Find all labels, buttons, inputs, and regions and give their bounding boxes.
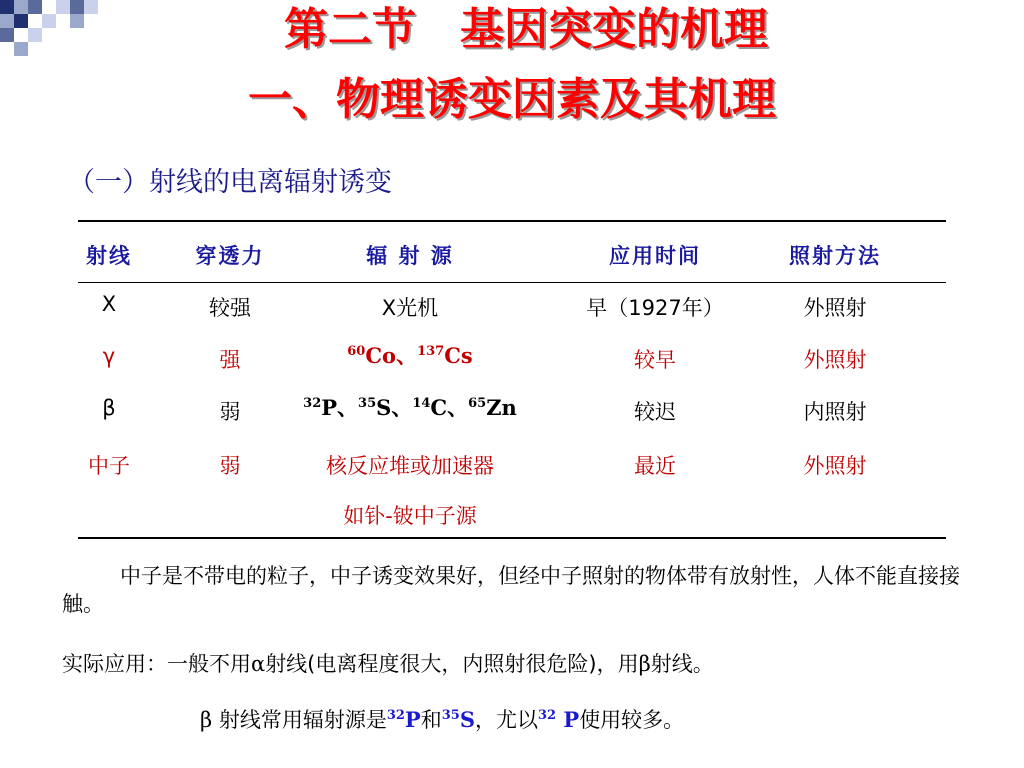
row-x-source: X光机	[381, 296, 439, 320]
row-neutron-ray: 中子	[88, 454, 130, 478]
slide-subtitle: 一、物理诱变因素及其机理	[248, 74, 776, 125]
section-heading: （一）射线的电离辐射诱变	[68, 167, 392, 198]
header-time: 应用时间	[609, 244, 701, 268]
row-gamma-penetration: 强	[219, 348, 241, 372]
row-gamma-time: 较早	[634, 348, 676, 372]
note-application: 实际应用：一般不用α射线(电离程度很大，内照射很危险)，用β射线。	[62, 652, 714, 676]
row-x-penetration: 较强	[209, 296, 251, 320]
row-beta-penetration: 弱	[219, 400, 241, 424]
header-penetration: 穿透力	[195, 244, 265, 268]
row-x-time: 早（1927年）	[586, 296, 724, 320]
row-neutron-penetration: 弱	[219, 454, 241, 478]
row-neutron-source-example: 如钋-铍中子源	[343, 504, 477, 528]
note-beta-sources: β 射线常用辐射源是$^{32}$P和$^{35}$S，尤以$^{32}$ P使用较多。	[200, 707, 685, 732]
row-x-ray: X	[101, 292, 117, 316]
header-method: 照射方法	[789, 244, 881, 268]
row-gamma-method: 外照射	[803, 348, 867, 372]
row-neutron-source: 核反应堆或加速器	[326, 454, 494, 478]
table-header-rule	[78, 282, 946, 283]
row-neutron-method: 外照射	[803, 454, 867, 478]
table-top-rule	[78, 220, 946, 222]
row-neutron-time: 最近	[634, 454, 676, 478]
table-bottom-rule	[78, 537, 946, 539]
note-neutron: 中子是不带电的粒子，中子诱变效果好，但经中子照射的物体带有放射性，人体不能直接接触。	[62, 564, 960, 616]
row-gamma-ray: γ	[102, 344, 116, 368]
row-gamma-source: $^{60}$Co、$^{137}$Cs	[347, 343, 473, 368]
header-source: 辐 射 源	[366, 244, 454, 268]
row-beta-method: 内照射	[803, 400, 867, 424]
header-ray: 射线	[86, 244, 132, 268]
row-beta-time: 较迟	[634, 400, 676, 424]
row-beta-ray: β	[102, 396, 116, 420]
row-beta-source: $^{32}$P、$^{35}$S、$^{14}$C、$^{65}$Zn	[303, 395, 517, 420]
row-x-method: 外照射	[803, 296, 867, 320]
slide-title: 第二节 基因突变的机理	[284, 4, 768, 55]
